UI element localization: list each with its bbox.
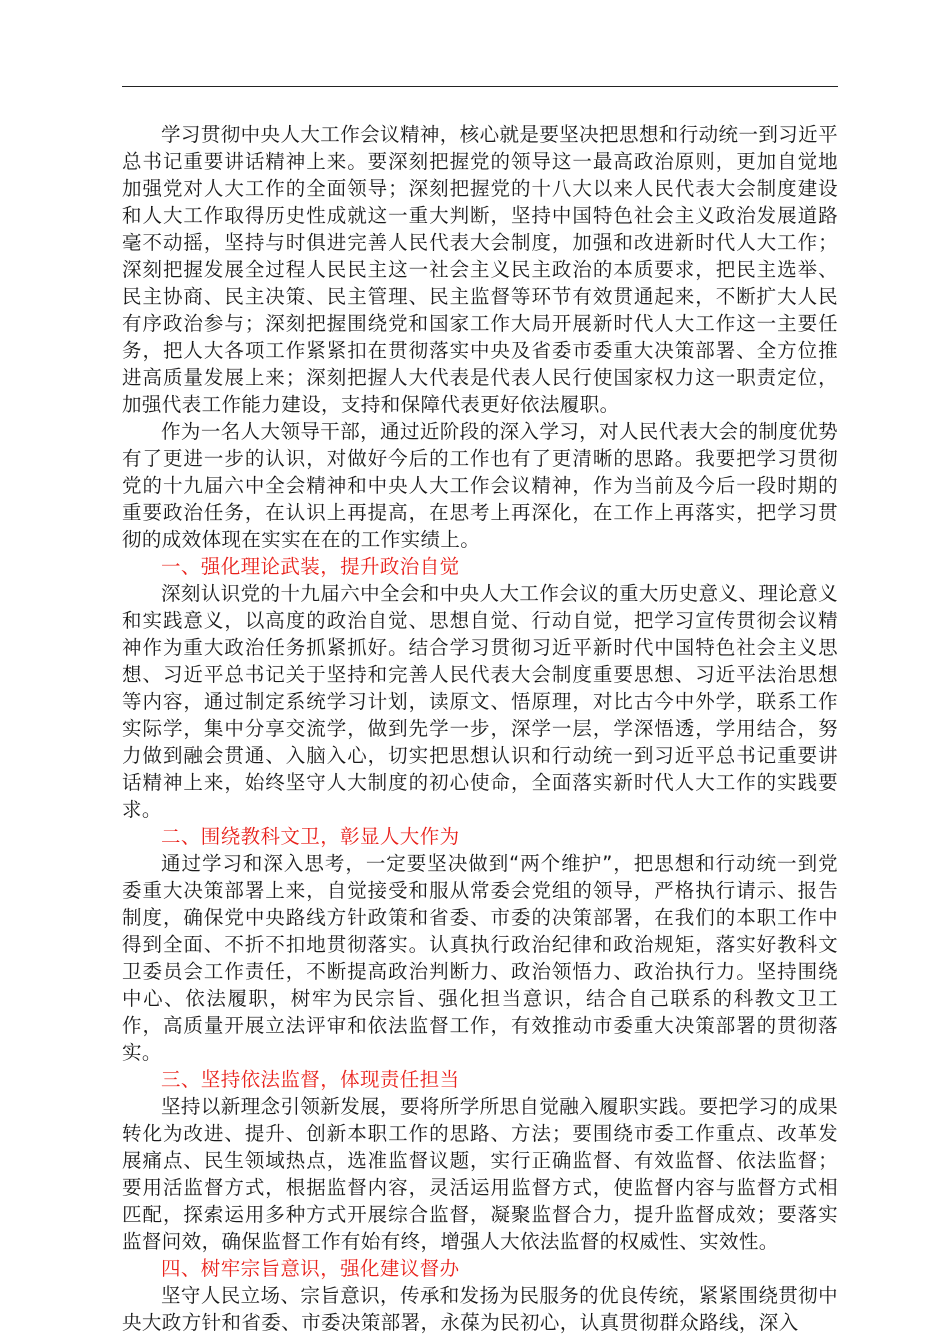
section-paragraph-2: 通过学习和深入思考，一定要坚决做到“两个维护”，把思想和行动统一到党委重大决策部署上来，自觉接受和服从常委会党组的领导，严格执行请示、报告制度，确保党中央路线方针政策和省委、市委的决策部署，在我们的本职工作中得到全面、不折不扣地贯彻落实。认真执行政治纪律和政治规矩，落实好教科文卫委员会工作责任，不断提高政治判断力、政治领悟力、政治执行力。坚持围绕中心、依法履职，树牢为民宗旨、强化担当意识，结合自己联系的科教文卫工作，高质量开展立法评审和依法监督工作，有效推动市委重大决策部署的贯彻落实。 bbox=[122, 852, 838, 1064]
section-heading-2: 二、围绕教科文卫，彰显人大作为 bbox=[161, 825, 460, 848]
section-heading-4: 四、树牢宗旨意识，强化建议督办 bbox=[161, 1257, 460, 1280]
section-paragraph-1: 深刻认识党的十九届六中全会和中央人大工作会议的重大历史意义、理论意义和实践意义，以高度的政治自觉、思想自觉、行动自觉，把学习宣传贯彻会议精神作为重大政治任务抓紧抓好。结合学习贯彻习近平新时代中国特色社会主义思想、习近平总书记关于坚持和完善人民代表大会制度重要思想、习近平法治思想等内容，通过制定系统学习计划，读原文、悟原理，对比古今中外学，联系工作实际学，集中分享交流学，做到先学一步，深学一层，学深悟透，学用结合，努力做到融会贯通、入脑入心，切实把思想认识和行动统一到习近平总书记重要讲话精神上来，始终坚守人大制度的初心使命，全面落实新时代人大工作的实践要求。 bbox=[122, 582, 838, 821]
document-body bbox=[122, 121, 838, 1336]
section-paragraph-4: 坚守人民立场、宗旨意识，传承和发扬为民服务的优良传统，紧紧围绕贯彻中央大政方针和省委、市委决策部署，永葆为民初心，认真贯彻群众路线，深入 bbox=[122, 1284, 838, 1334]
section-heading-1: 一、强化理论武装，提升政治自觉 bbox=[161, 555, 460, 578]
section-paragraph-3: 坚持以新理念引领新发展，要将所学所思自觉融入履职实践。要把学习的成果转化为改进、提升、创新本职工作的思路、方法；要围绕市委工作重点、改革发展痛点、民生领域热点，选准监督议题，实行正确监督、有效监督、依法监督；要用活监督方式，根据监督内容，灵活运用监督方式，使监督内容与监督方式相匹配，探索运用多种方式开展综合监督，凝聚监督合力，提升监督成效；要落实监督问效，确保监督工作有始有终，增强人大依法监督的权威性、实效性。 bbox=[122, 1095, 838, 1253]
header-rule bbox=[122, 86, 838, 87]
intro-paragraph: 学习贯彻中央人大工作会议精神，核心就是要坚决把思想和行动统一到习近平总书记重要讲话精神上来。要深刻把握党的领导这一最高政治原则，更加自觉地加强党对人大工作的全面领导；深刻把握党的十八大以来人民代表大会制度建设和人大工作取得历史性成就这一重大判断，坚持中国特色社会主义政治发展道路毫不动摇，坚持与时俱进完善人民代表大会制度，加强和改进新时代人大工作；深刻把握发展全过程人民民主这一社会主义民主政治的本质要求，把民主选举、民主协商、民主决策、民主管理、民主监督等环节有效贯通起来，不断扩大人民有序政治参与；深刻把握围绕党和国家工作大局开展新时代人大工作这一主要任务，把人大各项工作紧紧扣在贯彻落实中央及省委市委重大决策部署、全方位推进高质量发展上来；深刻把握人大代表是代表人民行使国家权力这一职责定位，加强代表工作能力建设，支持和保障代表更好依法履职。 bbox=[122, 123, 838, 416]
section-heading-3: 三、坚持依法监督，体现责任担当 bbox=[161, 1068, 460, 1091]
commitment-paragraph: 作为一名人大领导干部，通过近阶段的深入学习，对人民代表大会的制度优势有了更进一步的认识，对做好今后的工作也有了更清晰的思路。我要把学习贯彻党的十九届六中全会精神和中央人大工作会议精神，作为当前及今后一段时期的重要政治任务，在认识上再提高，在思考上再深化，在工作上再落实，把学习贯彻的成效体现在实实在在的工作实绩上。 bbox=[122, 420, 838, 551]
